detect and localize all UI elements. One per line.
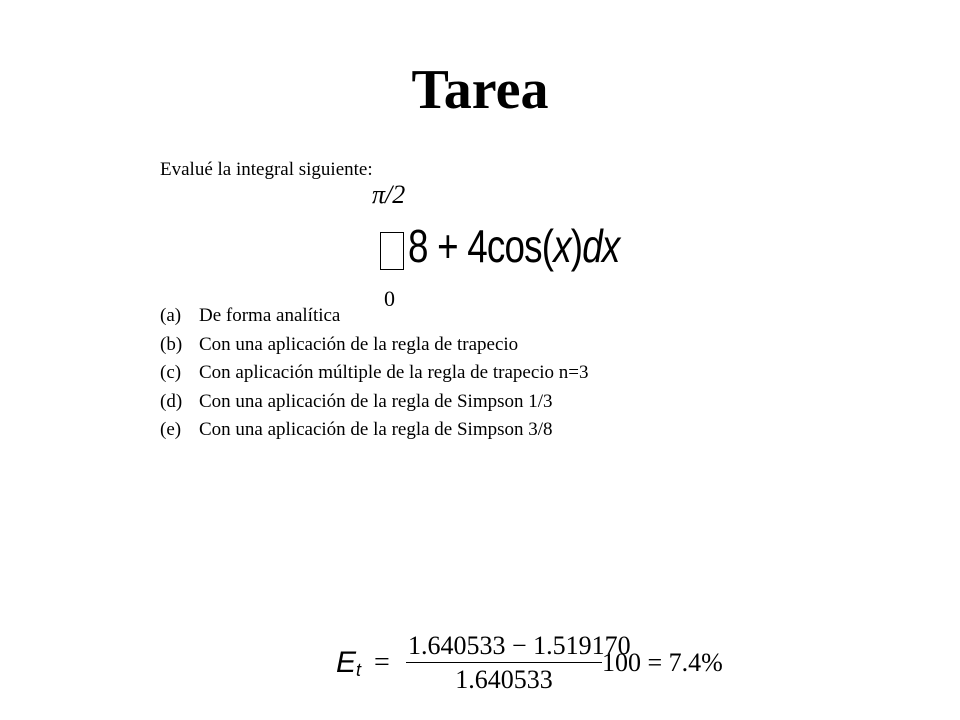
integral-sign-placeholder — [380, 232, 404, 270]
error-fraction — [406, 630, 631, 697]
integral-upper-limit: π/2 — [372, 180, 406, 209]
integrand-function: cos( — [486, 220, 554, 272]
task-marker: (e) — [160, 419, 182, 440]
error-result: 100 = 7.4% — [602, 648, 723, 677]
equals-sign: = — [374, 647, 390, 678]
integrand-close: ) — [570, 220, 583, 272]
task-item — [160, 416, 589, 445]
integrand — [408, 216, 620, 276]
task-text: Con una aplicación de la regla de trapecio — [199, 333, 519, 355]
task-marker: (a) — [160, 305, 182, 326]
task-text: Con una aplicación de la regla de Simpson 1/3 — [199, 390, 553, 412]
task-marker: (c) — [160, 362, 182, 383]
integral-lower-limit: 0 — [384, 286, 395, 311]
fraction-denominator: 1.640533 — [455, 665, 553, 694]
fraction-numerator: 1.640533 − 1.519170 — [406, 630, 602, 663]
integrand-differential: dx — [582, 220, 620, 272]
task-list — [160, 302, 589, 445]
task-marker: (b) — [160, 333, 183, 355]
task-item — [160, 359, 589, 388]
error-symbol — [336, 646, 361, 683]
task-item — [160, 331, 589, 360]
task-text: Con aplicación múltiple de la regla de trapecio n=3 — [199, 362, 589, 383]
integrand-variable: x — [553, 220, 571, 272]
integrand-constant: 8 + 4 — [408, 220, 487, 272]
task-text: Con una aplicación de la regla de Simpson 3/8 — [199, 419, 553, 440]
task-item — [160, 388, 589, 417]
task-item — [160, 302, 589, 331]
slide-title: Tarea — [411, 59, 549, 121]
prompt-text: Evalué la integral siguiente: — [160, 159, 373, 180]
error-symbol-letter: E — [336, 646, 357, 679]
error-subscript: t — [356, 660, 362, 680]
task-text: De forma analítica — [199, 305, 341, 326]
task-marker: (d) — [160, 390, 183, 412]
